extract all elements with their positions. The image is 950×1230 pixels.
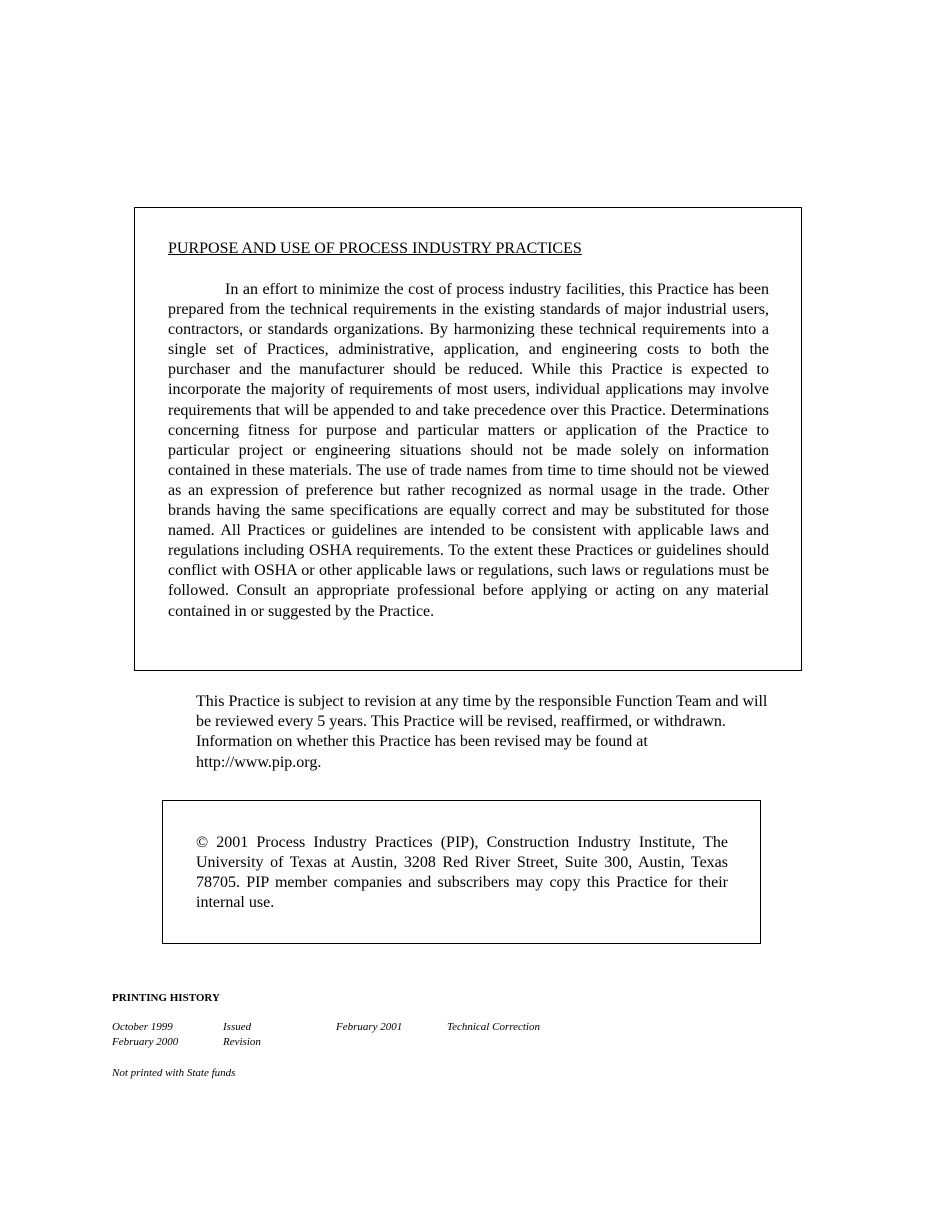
purpose-title: PURPOSE AND USE OF PROCESS INDUSTRY PRACTICES (168, 240, 582, 257)
revision-note: This Practice is subject to revision at any time by the responsible Function Team and will be reviewed every 5 years. This Practice will be revised, reaffirmed, or withdrawn. Information on whether this Practice has been revised may be found at http://www.pip.org. (196, 693, 768, 771)
copyright-text: © 2001 Process Industry Practices (PIP), Construction Industry Institute, The University of Texas at Austin, 3208 Red River Street, Suite 300, Austin, Texas 78705. PIP member companies and subscribers may copy this Practice for their internal use. (196, 834, 728, 912)
copyright-box (162, 800, 761, 944)
history-event: Technical Correction (447, 1021, 540, 1033)
state-funds-note: Not printed with State funds (112, 1067, 236, 1079)
history-date: February 2000 (112, 1036, 179, 1048)
purpose-body: In an effort to minimize the cost of process industry facilities, this Practice has been prepared from the technical requirements in the existing standards of major industrial users, contractors, or standards organizations. By harmonizing these technical requirements into a single set of Practices, administrative, application, and engineering costs to both the purchaser and the manufacturer should be reduced. While this Practice is expected to incorporate the majority of requirements of most users, individual applications may involve requirements that will be appended to and take precedence over this Practice. Determinations concerning fitness for purpose and particular matters or application of the Practice to particular project or engineering situations should not be made solely on information contained in these materials. The use of trade names from time to time should not be viewed as an expression of preference but rather recognized as normal usage in the trade. Other brands having the same specifications are equally correct and may be substituted for those named. All Practices or guidelines are intended to be consistent with applicable laws and regulations including OSHA requirements. To the extent these Practices or guidelines should conflict with OSHA or other applicable laws or regulations, such laws or regulations must be followed. Consult an appropriate professional before applying or acting on any material contained in or suggested by the Practice. (168, 281, 769, 620)
history-date: October 1999 (112, 1021, 173, 1033)
history-event: Revision (223, 1036, 261, 1048)
history-event: Issued (223, 1021, 252, 1033)
purpose-box (134, 207, 802, 671)
printing-history-title: PRINTING HISTORY (112, 992, 220, 1004)
history-date: February 2001 (336, 1021, 403, 1033)
